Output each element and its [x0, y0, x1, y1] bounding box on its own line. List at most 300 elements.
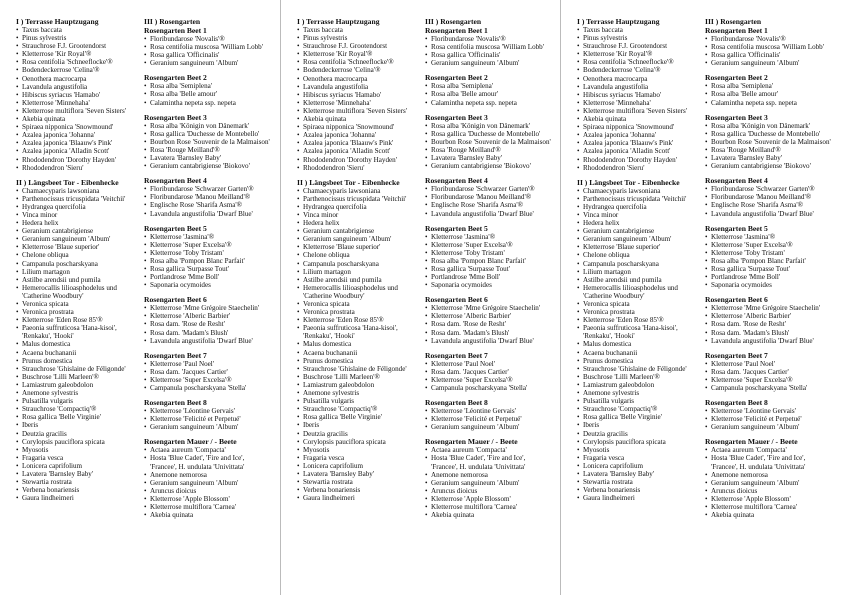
plant-list-item: • Spiraea nipponica 'Snowmound'	[297, 123, 425, 131]
plant-list-item: • Rosa gallica 'Duchesse de Montebello'	[705, 130, 833, 138]
plant-list-item: • Geranium sanguineum 'Album'	[144, 59, 272, 67]
plant-list-item: • Rhododendron 'Dorothy Hayden'	[297, 156, 425, 164]
plant-list-item: • Strauchrose F.J. Grootendorst	[577, 42, 705, 50]
plant-section	[425, 437, 553, 519]
plant-list	[144, 446, 272, 519]
plant-list-item: • Hedera helix	[297, 219, 425, 227]
plant-list-item: • Rosa centifolia 'Schneeflocke'®	[577, 58, 705, 66]
plant-list-item: • Lavatera 'Barnsley Baby'	[425, 154, 553, 162]
plant-list	[144, 233, 272, 290]
plant-list-item: • Prunus domestica	[16, 357, 144, 365]
plant-section	[16, 17, 144, 172]
plant-list-item: • Kletterrose 'Blaue superior'	[16, 243, 144, 251]
plant-list-item: • Chelone obliqua	[297, 251, 425, 259]
section-heading: Rosengarten Mauer / - Beete	[425, 437, 518, 447]
plant-list-item: • Rosa dam. 'Jacques Cartier'	[425, 368, 553, 376]
plant-list-item: • Kletterrose 'Super Excelsa'®	[705, 241, 833, 249]
plant-list	[144, 82, 272, 106]
plant-list-item: • Rosa centifolia muscosa 'William Lobb'	[705, 43, 833, 51]
plant-list-item: • Anemone nemorosa	[144, 471, 272, 479]
section-heading: Rosengarten Beet 3	[425, 112, 488, 122]
plant-list-item: • Iberis	[16, 421, 144, 429]
plant-list-item: • Acaena buchananii	[16, 349, 144, 357]
plant-list	[425, 35, 553, 67]
plant-list-item: • Lavatera 'Barnsley Baby'	[577, 470, 705, 478]
plant-list-item: • Lavandula angustifolia	[16, 83, 144, 91]
plant-list-item: • Lavandula angustifolia 'Dwarf Blue'	[705, 337, 833, 345]
plant-list-item: • Rhododendron 'Dorothy Hayden'	[16, 156, 144, 164]
plant-list-item: • Rosa gallica 'Duchesse de Montebello'	[144, 130, 272, 138]
plant-list-item: • Portlandrose 'Mme Boll'	[144, 273, 272, 281]
plant-list-item: • Rosa centifolia muscosa 'William Lobb'	[144, 43, 272, 51]
plant-list-item: • Prunus domestica	[577, 357, 705, 365]
plant-list	[425, 304, 553, 344]
section-heading: Rosengarten Beet 8	[144, 398, 207, 408]
plant-list	[705, 122, 833, 171]
plant-list-item: • Anemone sylvestris	[577, 389, 705, 397]
plant-list-item: • Anemone sylvestris	[16, 389, 144, 397]
plant-list	[705, 360, 833, 392]
plant-list-item: • Geranium sanguineum 'Album'	[297, 235, 425, 243]
plant-list-item: • Geranium cantabrigiense 'Biokovo'	[425, 162, 553, 170]
plant-section	[425, 295, 553, 344]
plant-list-item: • Lamiastrum galeobdolon	[577, 381, 705, 389]
plant-list-item: • Spiraea nipponica 'Snowmound'	[577, 123, 705, 131]
plant-list-item: • Geranium sanguineum 'Album'	[144, 479, 272, 487]
plant-list-item: • Kletterrose 'Léontine Gervais'	[144, 407, 272, 415]
plant-list-item: • Kletterrose 'Apple Blossom'	[144, 495, 272, 503]
left-column	[16, 17, 144, 508]
section-heading: Rosengarten Beet 8	[705, 398, 768, 408]
plant-list-item: • Azalea japonica 'Johanna'	[297, 131, 425, 139]
plant-list-item: • Kletterrose 'Jasmina'®	[705, 233, 833, 241]
plant-list-item: • Pulsatilla vulgaris	[577, 397, 705, 405]
plant-list	[297, 26, 425, 172]
plant-list-item: • Acaena buchananii	[297, 349, 425, 357]
plant-list-item: • Gaura lindheimeri	[16, 494, 144, 502]
plant-list-item: • Portlandrose 'Mme Boll'	[425, 273, 553, 281]
plant-list-item: • Lavandula angustifolia	[577, 83, 705, 91]
plant-list-item: • Fragaria vesca	[16, 454, 144, 462]
plant-list-item: • Rosa gallica 'Belle Virginie'	[16, 413, 144, 421]
section-heading: Rosengarten Beet 2	[705, 73, 768, 83]
plant-list-item: • Deutzia gracilis	[577, 430, 705, 438]
plant-list-item: • Campanula poscharskyana	[16, 260, 144, 268]
plant-list-item: • Kletterrose 'Léontine Gervais'	[425, 407, 553, 415]
plant-list-item: • Chelone obliqua	[16, 251, 144, 259]
plant-list	[144, 360, 272, 392]
plant-list-item: • Rhododendron 'Dorothy Hayden'	[577, 156, 705, 164]
plant-list-item: • Malus domestica	[577, 340, 705, 348]
plant-section	[144, 73, 272, 106]
plant-list	[425, 446, 553, 519]
plant-list-item: • Kletterrose 'Alberic Barbier'	[144, 312, 272, 320]
plant-list-item: • Geranium cantabrigiense	[577, 227, 705, 235]
plant-list-item: • Buschrose 'Lilli Marleen'®	[16, 373, 144, 381]
plant-list-item: • Azalea japonica 'Alladin Scott'	[577, 147, 705, 155]
plant-list-item: • Kletterrose multiflora 'Seven Sisters'	[16, 107, 144, 115]
plant-list-item: • Hemerocallis lilioasphodelus und 'Catherine Woodbury'	[297, 284, 425, 300]
plant-section	[705, 224, 833, 290]
plant-list-item: • Kletterrose 'Felicité et Perpetué'	[705, 415, 833, 423]
section-heading: II ) Längsbeet Tor - Eibenhecke	[16, 177, 119, 187]
plant-list-item: • Rosa dam. 'Rose de Resht'	[705, 320, 833, 328]
plant-section	[577, 17, 705, 172]
section-heading: Rosengarten Beet 4	[144, 176, 207, 186]
plant-list-item: • Rosa centifolia muscosa 'William Lobb'	[425, 43, 553, 51]
plant-list-item: • Bourbon Rose 'Souvenir de la Malmaison'	[425, 138, 553, 146]
plant-section	[705, 351, 833, 392]
plant-list-item: • Floribundarose 'Schwarzer Garten'®	[425, 185, 553, 193]
plant-list-item: • Hibiscus syriacus 'Hamabo'	[577, 91, 705, 99]
plant-list-item: • Lilium martagon	[577, 268, 705, 276]
plant-list-item: • Rosa alba 'Königin von Dänemark'	[705, 122, 833, 130]
plant-list-item: • Kletterrose 'Toby Tristam'	[705, 249, 833, 257]
section-heading: Rosengarten Beet 7	[425, 350, 488, 360]
section-heading: Rosengarten Beet 5	[425, 223, 488, 233]
plant-list-item: • Rosa gallica 'Surpasse Tout'	[425, 265, 553, 273]
plant-list-item: • Floribundarose 'Novalis'®	[425, 35, 553, 43]
plant-list-item: • Kletterrose 'Eden Rose 85'®	[297, 316, 425, 324]
plant-list-item: • Kletterrose multiflora 'Seven Sisters'	[577, 107, 705, 115]
plant-list	[705, 82, 833, 106]
plant-list-item: • Calamintha nepeta ssp. nepeta	[705, 99, 833, 107]
right-column	[425, 17, 553, 525]
plant-list-item: • Parthenocissus tricuspidata 'Veitchii'	[297, 195, 425, 203]
plant-list-item: • Bodendeckerrose 'Celina'®	[297, 66, 425, 74]
plant-section	[425, 176, 553, 217]
section-heading: I ) Terrasse Hauptzugang	[577, 17, 660, 26]
plant-list-item: • Kletterrose 'Apple Blossom'	[425, 495, 553, 503]
plant-list	[425, 185, 553, 217]
plant-list-item: • Geranium sanguineum 'Album'	[705, 423, 833, 431]
plant-list-item: • Verbena bonariensis	[577, 486, 705, 494]
plant-list-item: • Aruncus dioicus	[425, 487, 553, 495]
plant-list-item: • Hedera helix	[16, 219, 144, 227]
plant-list-item: • Floribundarose 'Manou Meilland'®	[144, 193, 272, 201]
plant-list-item: • Lonicera caprifolium	[297, 462, 425, 470]
plant-list-item: • Astilbe arendsii und pumila	[297, 276, 425, 284]
plant-list-item: • Lonicera caprifolium	[16, 462, 144, 470]
plant-list-item: • Akebia quinata	[16, 115, 144, 123]
section-heading: Rosengarten Beet 5	[144, 223, 207, 233]
plant-list-item: • Kletterrose 'Blaue superior'	[297, 243, 425, 251]
plant-list-item: • Rhododendron 'Sieru'	[577, 164, 705, 172]
plant-list-item: • Rosa centifolia 'Schneeflocke'®	[16, 58, 144, 66]
plant-list-item: • Parthenocissus tricuspidata 'Veitchii'	[16, 195, 144, 203]
plant-section	[425, 351, 553, 392]
plant-list	[144, 304, 272, 344]
plant-list-item: • Rosa alba 'Pompon Blanc Parfait'	[425, 257, 553, 265]
plant-list-item: • Strauchrose 'Ghislaine de Féligonde'	[297, 365, 425, 373]
plant-list-item: • Campanula poscharskyana	[297, 260, 425, 268]
plant-list-item: • Lavatera 'Barnsley Baby'	[16, 470, 144, 478]
plant-list-item: • Lavandula angustifolia 'Dwarf Blue'	[144, 337, 272, 345]
plant-list-item: • Akebia quinata	[577, 115, 705, 123]
plant-section	[705, 176, 833, 217]
plant-list-item: • Vinca minor	[577, 211, 705, 219]
plant-list	[144, 122, 272, 171]
plant-list-item: • Veronica prostrata	[297, 308, 425, 316]
section-heading: Rosengarten Beet 1	[425, 26, 488, 35]
plant-list-item: • Kletterrose multiflora 'Carnea'	[144, 503, 272, 511]
plant-list-item: • Stewartia rostrata	[297, 478, 425, 486]
plant-list-item: • Rosa gallica 'Surpasse Tout'	[144, 265, 272, 273]
plant-list-item: • Geranium sanguineum 'Album'	[705, 59, 833, 67]
plant-list-item: • Buschrose 'Lilli Marleen'®	[577, 373, 705, 381]
plant-list-item: • Rosa gallica 'Surpasse Tout'	[705, 265, 833, 273]
plant-list-item: • Englische Rose 'Sharifa Asma'®	[705, 201, 833, 209]
plant-list-item: • Geranium sanguineum 'Album'	[425, 423, 553, 431]
plant-list-item: • Strauchrose F.J. Grootendorst	[16, 42, 144, 50]
plant-list-item: • Portlandrose 'Mme Boll'	[705, 273, 833, 281]
plant-list-item: • Kletterrose 'Mme Grégoire Staechelin'	[425, 304, 553, 312]
plant-list-item: • Kletterrose 'Kir Royal'®	[16, 50, 144, 58]
plant-list-item: • Kletterrose 'Super Excelsa'®	[425, 241, 553, 249]
plant-list	[577, 26, 705, 172]
plant-list-item: • Pulsatilla vulgaris	[297, 397, 425, 405]
plant-list-item: • Oenothera macrocarpa	[16, 75, 144, 83]
plant-list-item: • Azalea japonica 'Johanna'	[16, 131, 144, 139]
plant-list-item: • Lamiastrum galeobdolon	[16, 381, 144, 389]
plant-list-item: • Pinus sylvestris	[16, 34, 144, 42]
section-heading: Rosengarten Beet 5	[705, 223, 768, 233]
plant-list-item: • Veronica prostrata	[16, 308, 144, 316]
plant-list-item: • Azalea japonica 'Johanna'	[577, 131, 705, 139]
plant-list-item: • Anemone nemorosa	[425, 471, 553, 479]
section-heading: Rosengarten Beet 7	[705, 350, 768, 360]
plant-list-item: • Geranium cantabrigiense 'Biokovo'	[144, 162, 272, 170]
plant-list-item: • Spiraea nipponica 'Snowmound'	[16, 123, 144, 131]
plant-list-item: • Kletterrose 'Jasmina'®	[144, 233, 272, 241]
plant-list-item: • Kletterrose 'Minnehaha'	[297, 99, 425, 107]
plant-section	[144, 224, 272, 290]
plant-list-item: • Taxus baccata	[297, 26, 425, 34]
plant-list-item: • Azalea japonica 'Alladin Scott'	[297, 147, 425, 155]
plant-list-item: • Floribundarose 'Novalis'®	[144, 35, 272, 43]
plant-list-item: • Calamintha nepeta ssp. nepeta	[144, 99, 272, 107]
plant-list-item: • Bourbon Rose 'Souvenir de la Malmaison'	[144, 138, 272, 146]
plant-list-item: • Kletterrose 'Kir Royal'®	[297, 50, 425, 58]
plant-list-item: • Kletterrose 'Minnehaha'	[16, 99, 144, 107]
plant-list-item: • Kletterrose 'Super Excelsa'®	[144, 241, 272, 249]
plant-list-item: • Kletterrose 'Paul Noel'	[425, 360, 553, 368]
section-heading: II ) Längsbeet Tor - Eibenhecke	[577, 177, 680, 187]
plant-list	[425, 233, 553, 290]
plant-list-item: • Paeonia suffruticosa 'Hana-kisoi', 'Renkaku', 'Hooki'	[16, 324, 144, 340]
plant-list-item: • Kletterrose 'Toby Tristam'	[425, 249, 553, 257]
plant-list-item: • Kletterrose 'Eden Rose 85'®	[577, 316, 705, 324]
plant-list-item: • Hibiscus syriacus 'Hamabo'	[16, 91, 144, 99]
plant-list-item: • Verbena bonariensis	[297, 486, 425, 494]
plant-section	[144, 176, 272, 217]
section-heading: Rosengarten Beet 3	[705, 112, 768, 122]
plant-list	[425, 360, 553, 392]
plant-list-item: • Chamaecyparis lawsoniana	[297, 187, 425, 195]
plant-list-item: • Geranium sanguineum 'Album'	[425, 59, 553, 67]
plant-list-item: • Floribundarose 'Schwarzer Garten'®	[144, 185, 272, 193]
plant-list-item: • Strauchrose 'Compactiq'®	[577, 405, 705, 413]
plant-list-item: • Chamaecyparis lawsoniana	[577, 187, 705, 195]
plant-list-item: • Hosta 'Blue Cadet', 'Fire and Ice', 'Francee', H. undulata 'Univittata'	[425, 454, 553, 470]
plant-section	[425, 224, 553, 290]
plant-list-item: • Rosa alba 'Semiplena'	[425, 82, 553, 90]
plant-list-item: • Veronica prostrata	[577, 308, 705, 316]
plant-list-item: • Azalea japonica 'Blaauw's Pink'	[297, 139, 425, 147]
plant-list	[425, 82, 553, 106]
plant-list-item: • Hemerocallis lilioasphodelus und 'Catherine Woodbury'	[577, 284, 705, 300]
plant-list-item: • Kletterrose multiflora 'Carnea'	[425, 503, 553, 511]
plant-list-item: • Myosotis	[297, 446, 425, 454]
plant-list-item: • Acaena buchananii	[577, 349, 705, 357]
plant-list-item: • Rosa alba 'Königin von Dänemark'	[144, 122, 272, 130]
plant-list-item: • Fragaria vesca	[297, 454, 425, 462]
plant-list-item: • Azalea japonica 'Blaauw's Pink'	[16, 139, 144, 147]
plant-list-item: • Rosa gallica 'Officinalis'	[705, 51, 833, 59]
plant-list-item: • Corylopsis pauciflora spicata	[577, 438, 705, 446]
plant-list-item: • Geranium sanguineum 'Album'	[705, 479, 833, 487]
plant-list-item: • Saponaria ocymoides	[705, 281, 833, 289]
section-heading: III ) Rosengarten	[425, 17, 482, 26]
plant-list-item: • Iberis	[297, 421, 425, 429]
plant-section	[297, 17, 425, 172]
plant-list-item: • Kletterrose 'Blaue superior'	[577, 243, 705, 251]
plant-list-item: • Englische Rose 'Sharifa Asma'®	[144, 201, 272, 209]
section-heading: I ) Terrasse Hauptzugang	[297, 17, 380, 26]
plant-list-item: • Lavandula angustifolia 'Dwarf Blue'	[425, 337, 553, 345]
plant-list-item: • Kletterrose 'Kir Royal'®	[577, 50, 705, 58]
plant-list-item: • Rosa gallica 'Belle Virginie'	[577, 413, 705, 421]
plant-list-item: • Lilium martagon	[297, 268, 425, 276]
plant-list	[705, 407, 833, 431]
plant-list-item: • Lavandula angustifolia	[297, 83, 425, 91]
plant-list-item: • Myosotis	[16, 446, 144, 454]
plant-list-item: • Kletterrose 'Alberic Barbier'	[705, 312, 833, 320]
plant-section	[144, 398, 272, 431]
plant-list-item: • Bourbon Rose 'Souvenir de la Malmaison'	[705, 138, 833, 146]
plant-list-item: • Campanula poscharskyana	[577, 260, 705, 268]
plant-list	[577, 187, 705, 503]
plant-list-item: • Kletterrose 'Super Excelsa'®	[144, 376, 272, 384]
plant-list-item: • Hosta 'Blue Cadet', 'Fire and Ice', 'Francee', H. undulata 'Univittata'	[705, 454, 833, 470]
plant-list	[16, 26, 144, 172]
planting-list-page	[280, 0, 561, 595]
plant-list-item: • Geranium sanguineum 'Album'	[16, 235, 144, 243]
plant-section	[705, 398, 833, 431]
plant-list-item: • Englische Rose 'Sharifa Asma'®	[425, 201, 553, 209]
plant-list-item: • Rosa alba 'Semiplena'	[705, 82, 833, 90]
plant-list-item: • Akebia quinata	[705, 511, 833, 519]
planting-list-page	[0, 0, 280, 595]
plant-list-item: • Akebia quinata	[144, 511, 272, 519]
plant-list-item: • Kletterrose multiflora 'Carnea'	[705, 503, 833, 511]
plant-list-item: • Aruncus dioicus	[144, 487, 272, 495]
plant-list-item: • Hosta 'Blue Cadet', 'Fire and Ice', 'Francee', H. undulata 'Univittata'	[144, 454, 272, 470]
plant-list-item: • Pinus sylvestris	[297, 34, 425, 42]
plant-list-item: • Bodendeckerrose 'Celina'®	[16, 66, 144, 74]
plant-list-item: • Geranium cantabrigiense	[16, 227, 144, 235]
plant-list	[297, 187, 425, 503]
plant-list-item: • Lamiastrum galeobdolon	[297, 381, 425, 389]
plant-list-item: • Rosa dam. 'Madam's Blush'	[144, 329, 272, 337]
plant-list-item: • Rosa 'Rouge Meilland'®	[705, 146, 833, 154]
plant-list-item: • Pulsatilla vulgaris	[16, 397, 144, 405]
left-column	[297, 17, 425, 508]
section-heading: Rosengarten Mauer / - Beete	[705, 437, 798, 447]
plant-list-item: • Rosa gallica 'Officinalis'	[144, 51, 272, 59]
plant-list-item: • Rosa alba 'Pompon Blanc Parfait'	[705, 257, 833, 265]
plant-list-item: • Strauchrose 'Compactiq'®	[16, 405, 144, 413]
plant-list-item: • Taxus baccata	[577, 26, 705, 34]
plant-list-item: • Floribundarose 'Novalis'®	[705, 35, 833, 43]
plant-list-item: • Saponaria ocymoides	[144, 281, 272, 289]
plant-list-item: • Rosa gallica 'Duchesse de Montebello'	[425, 130, 553, 138]
plant-section	[144, 17, 272, 67]
plant-list	[144, 35, 272, 67]
plant-list-item: • Corylopsis pauciflora spicata	[16, 438, 144, 446]
plant-list-item: • Stewartia rostrata	[16, 478, 144, 486]
plant-section	[297, 178, 425, 503]
planting-list-page	[560, 0, 841, 595]
plant-list	[705, 446, 833, 519]
plant-list-item: • Floribundarose 'Manou Meilland'®	[425, 193, 553, 201]
plant-list-item: • Kletterrose 'Mme Grégoire Staechelin'	[144, 304, 272, 312]
plant-list-item: • Lilium martagon	[16, 268, 144, 276]
plant-list-item: • Veronica spicata	[577, 300, 705, 308]
plant-list-item: • Lavatera 'Barnsley Baby'	[297, 470, 425, 478]
plant-list-item: • Astilbe arendsii und pumila	[577, 276, 705, 284]
plant-list-item: • Geranium sanguineum 'Album'	[144, 423, 272, 431]
plant-list-item: • Paeonia suffruticosa 'Hana-kisoi', 'Renkaku', 'Hooki'	[577, 324, 705, 340]
plant-list-item: • Hemerocallis lilioasphodelus und 'Catherine Woodbury'	[16, 284, 144, 300]
plant-list-item: • Iberis	[577, 421, 705, 429]
plant-section	[425, 17, 553, 67]
plant-list-item: • Oenothera macrocarpa	[297, 75, 425, 83]
plant-list-item: • Lavandula angustifolia 'Dwarf Blue'	[705, 210, 833, 218]
right-column	[705, 17, 833, 525]
plant-list	[144, 185, 272, 217]
section-heading: Rosengarten Beet 1	[144, 26, 207, 35]
plant-list-item: • Lavatera 'Barnsley Baby'	[144, 154, 272, 162]
plant-list-item: • Vinca minor	[297, 211, 425, 219]
plant-list-item: • Kletterrose 'Toby Tristam'	[144, 249, 272, 257]
plant-list-item: • Kletterrose 'Paul Noel'	[144, 360, 272, 368]
plant-list-item: • Kletterrose 'Mme Grégoire Staechelin'	[705, 304, 833, 312]
plant-list-item: • Kletterrose 'Super Excelsa'®	[425, 376, 553, 384]
plant-list-item: • Rosa alba 'Semiplena'	[144, 82, 272, 90]
plant-list	[425, 122, 553, 171]
plant-list-item: • Hydrangea quercifolia	[577, 203, 705, 211]
plant-list-item: • Rosa dam. 'Madam's Blush'	[705, 329, 833, 337]
plant-list-item: • Hibiscus syriacus 'Hamabo'	[297, 91, 425, 99]
plant-list-item: • Kletterrose 'Eden Rose 85'®	[16, 316, 144, 324]
plant-list	[425, 407, 553, 431]
plant-list-item: • Kletterrose 'Jasmina'®	[425, 233, 553, 241]
section-heading: Rosengarten Beet 4	[705, 176, 768, 186]
plant-list-item: • Rosa gallica 'Belle Virginie'	[297, 413, 425, 421]
plant-list-item: • Floribundarose 'Manou Meilland'®	[705, 193, 833, 201]
plant-list-item: • Rhododendron 'Sieru'	[297, 164, 425, 172]
plant-list-item: • Deutzia gracilis	[16, 430, 144, 438]
plant-list	[16, 187, 144, 503]
plant-list-item: • Campanula poscharskyana 'Stella'	[705, 384, 833, 392]
plant-list-item: • Bodendeckerrose 'Celina'®	[577, 66, 705, 74]
plant-section	[425, 398, 553, 431]
plant-list-item: • Anemone nemorosa	[705, 471, 833, 479]
plant-list-item: • Pinus sylvestris	[577, 34, 705, 42]
right-column	[144, 17, 272, 525]
plant-list-item: • Rosa alba 'Belle amour'	[705, 90, 833, 98]
